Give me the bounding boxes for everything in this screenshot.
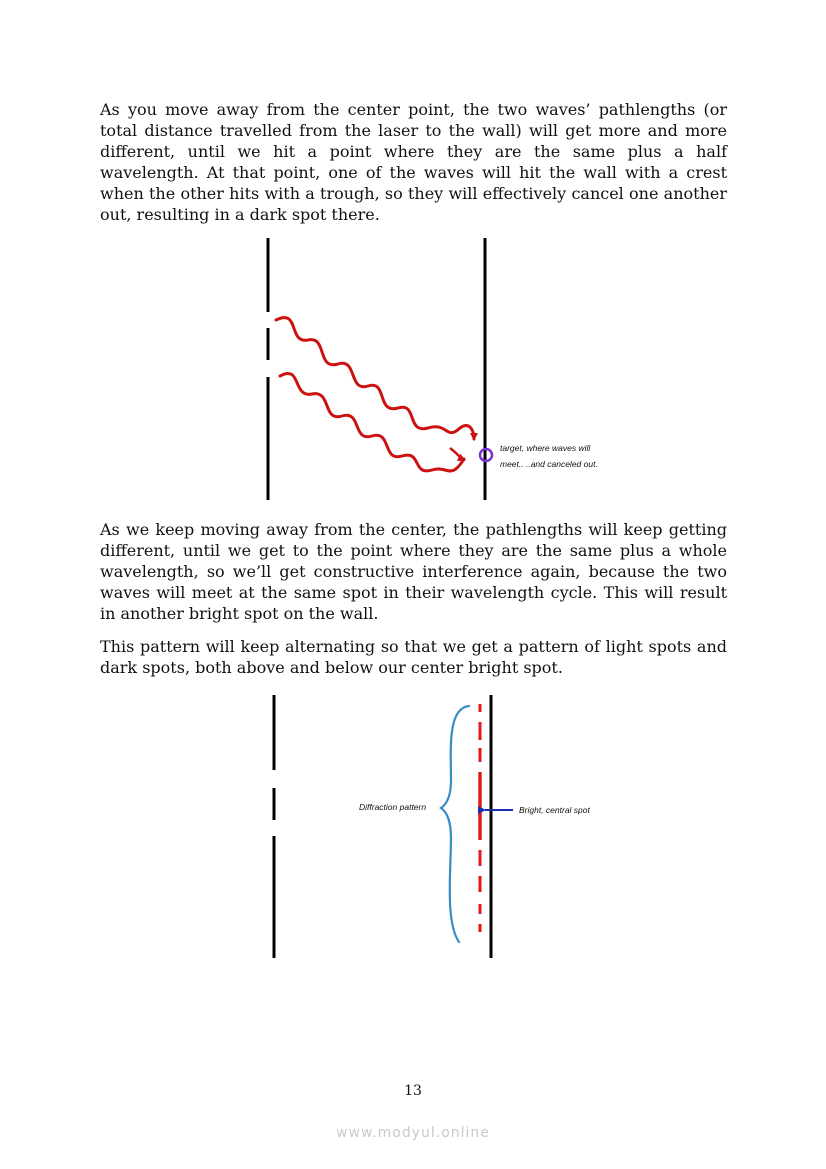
target-label-line2: meet.. ..and canceled out. bbox=[500, 459, 598, 469]
paragraph-destructive-interference: As you move away from the center point, the two waves’ pathlengths (or total distance travelled from the laser to the wall) will get more and more different, until we hit a point where they are the same plus a half wavelength. At that point, one of the waves will hit the wall with a crest when the other hits with a trough, so they will effectively cancel one another out, resulting in a dark spot there. bbox=[100, 100, 727, 224]
destructive-interference-figure bbox=[250, 236, 630, 504]
wave-upper bbox=[276, 318, 474, 439]
diffraction-pattern-label: Diffraction pattern bbox=[359, 802, 427, 812]
page-number: 13 bbox=[404, 1083, 422, 1099]
paragraph-constructive-interference: As we keep moving away from the center, the pathlengths will keep getting different, until we get to the point where they are the same plus a whole wavelength, so we’ll get constructive interference again, because the two waves will meet at the same spot in their wavelength cycle. This will result in another bright spot on the wall. bbox=[100, 520, 727, 623]
wave-lower bbox=[280, 373, 464, 471]
target-label-line1: target, where waves will bbox=[500, 443, 591, 453]
bright-central-spot-label: Bright, central spot bbox=[519, 805, 590, 815]
diffraction-brace bbox=[441, 706, 469, 942]
wave-lower-arrow-tail bbox=[450, 448, 464, 460]
watermark: www.modyul.online bbox=[336, 1125, 490, 1141]
diffraction-pattern-figure bbox=[255, 692, 635, 962]
paragraph-alternating-pattern: This pattern will keep alternating so that we get a pattern of light spots and dark spots, both above and below our center bright spot. bbox=[100, 637, 727, 677]
